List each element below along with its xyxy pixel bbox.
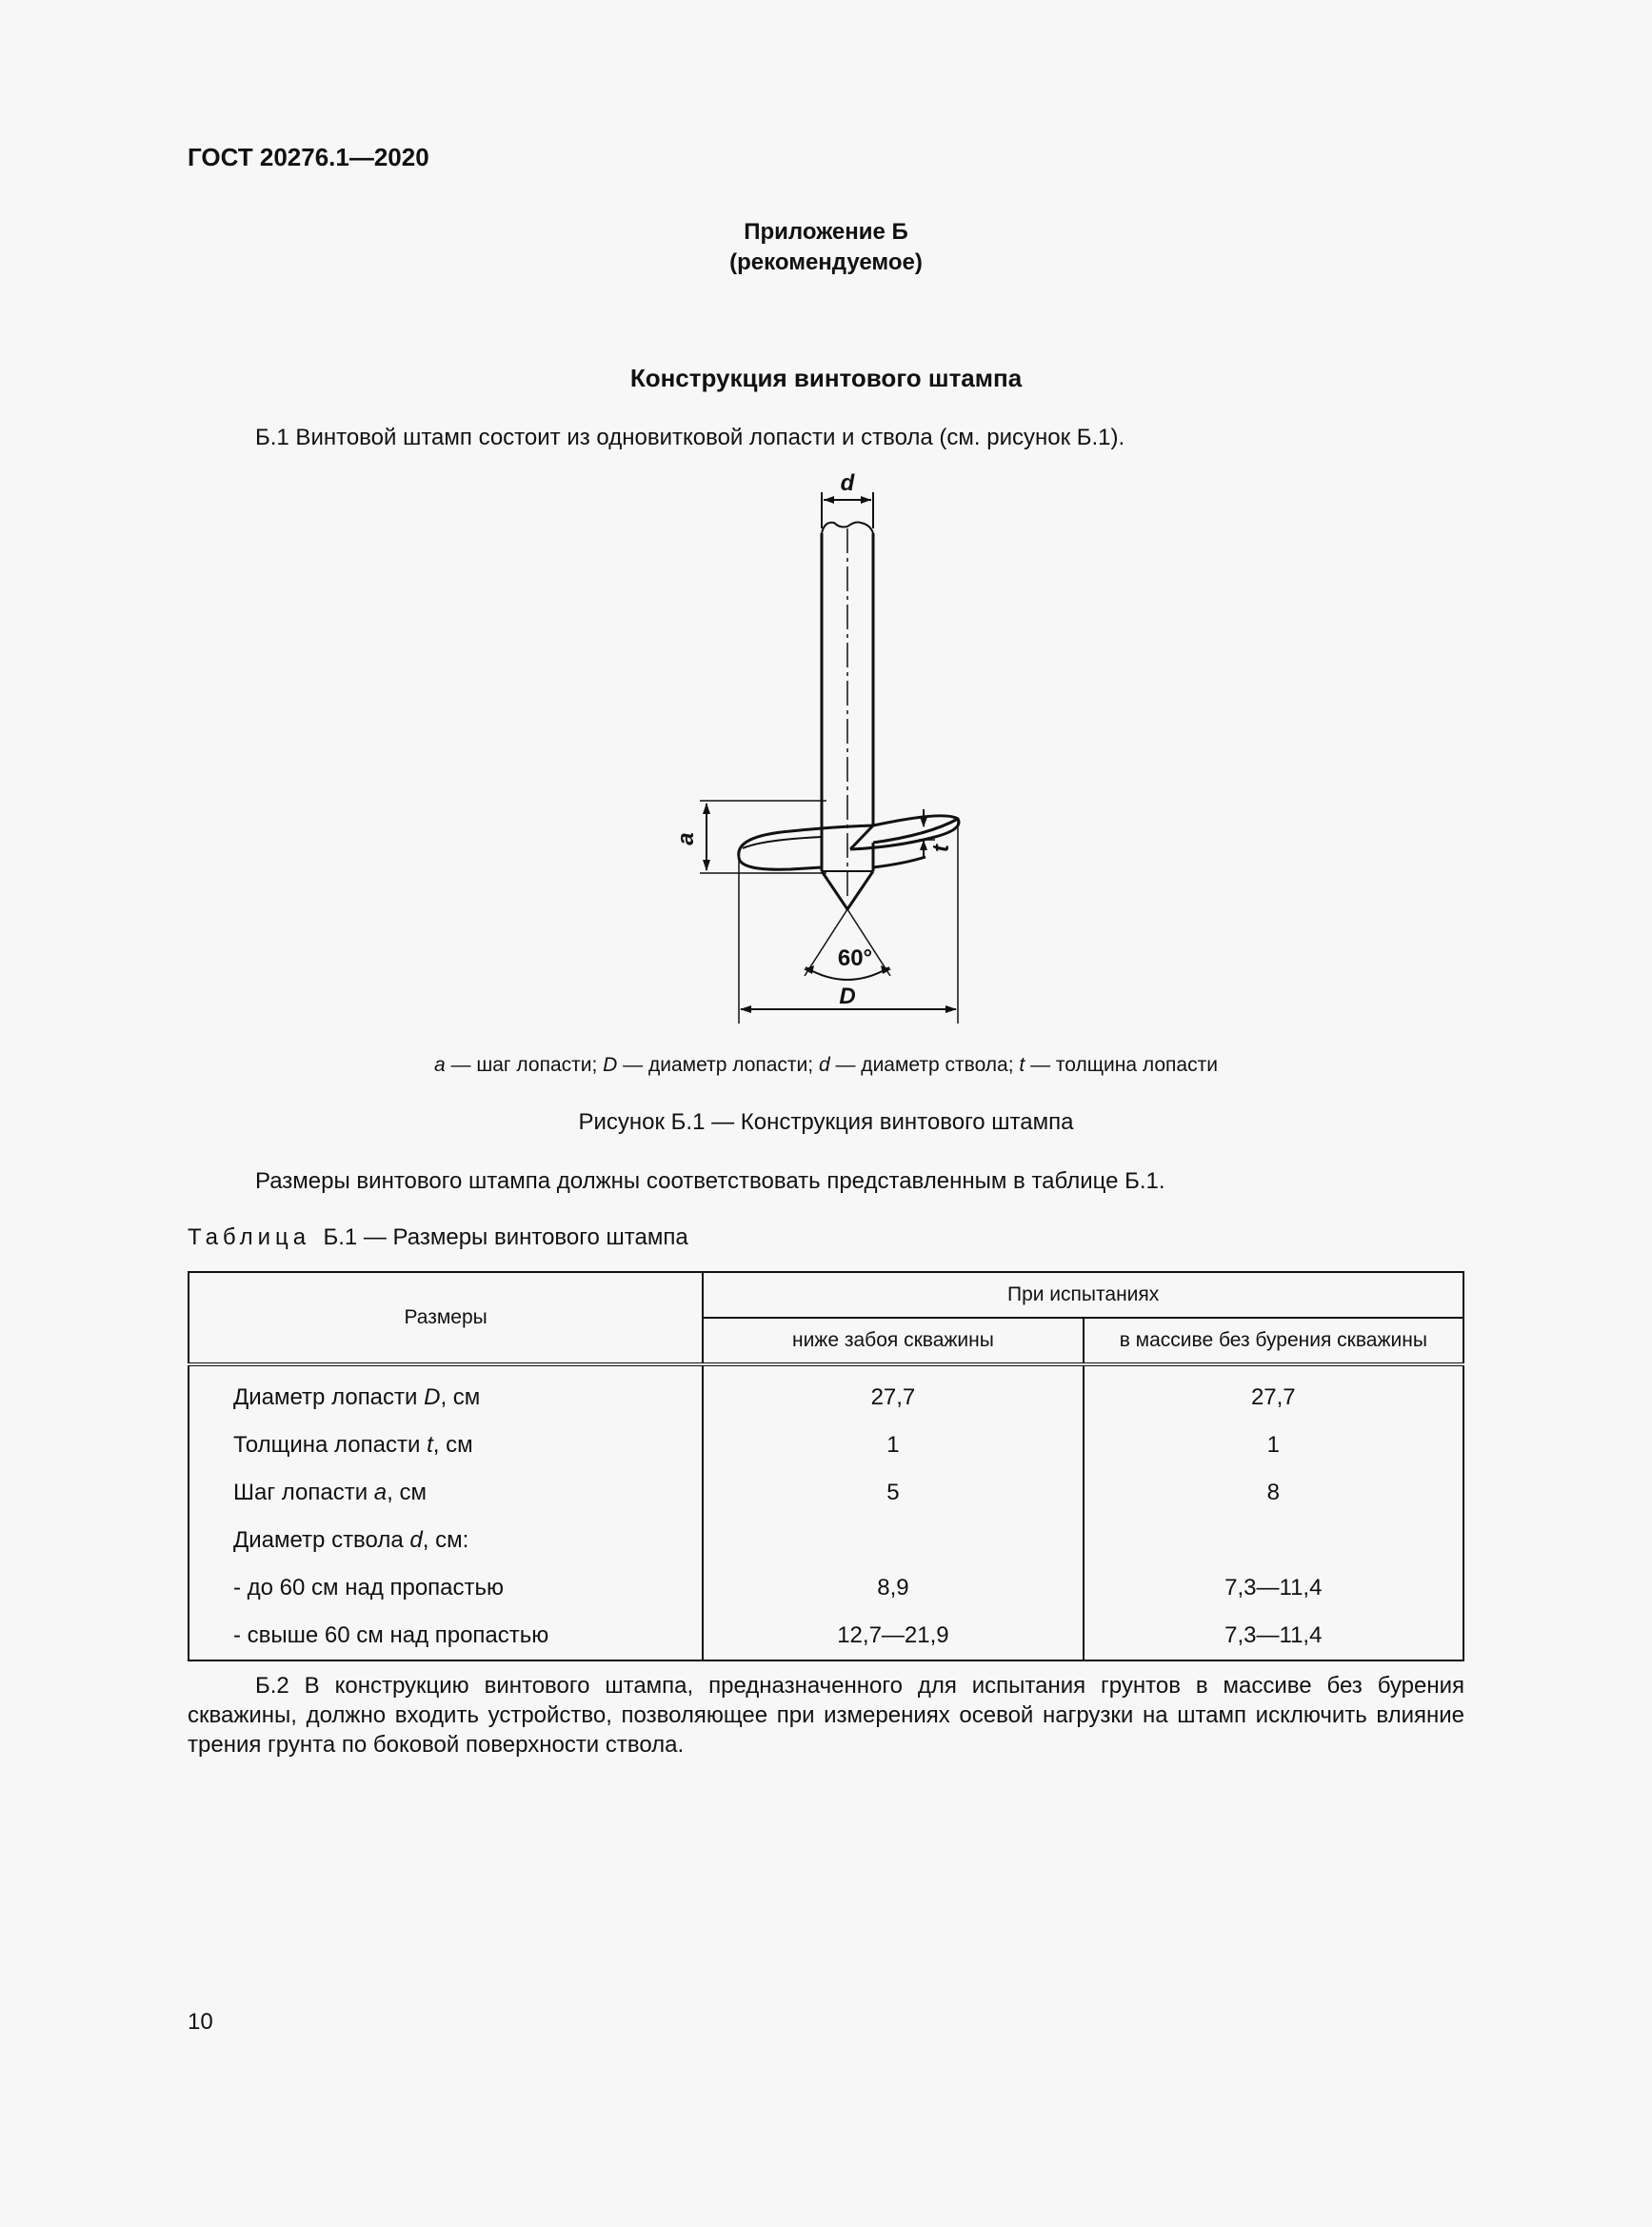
- dimensions-table: [188, 1271, 1464, 1661]
- header-col2: в массиве без бурения скважины: [1084, 1318, 1463, 1364]
- table-row: Диаметр лопасти D, см 27,7 27,7: [189, 1364, 1463, 1422]
- label-D: D: [839, 984, 856, 1009]
- tip-right: [847, 871, 873, 909]
- table-row: Шаг лопасти a, см 5 8: [189, 1469, 1463, 1517]
- document-header: ГОСТ 20276.1—2020: [188, 143, 429, 171]
- table-row: Диаметр ствола d, см:: [189, 1517, 1463, 1564]
- table-row: Толщина лопасти t, см 1 1: [189, 1422, 1463, 1469]
- figure-screw-plate: [673, 470, 990, 1038]
- blade-bottom-edge: [873, 857, 926, 867]
- table-row: - свыше 60 см над пропастью 12,7—21,9 7,3—11,4: [189, 1612, 1463, 1660]
- label-d: d: [840, 470, 855, 496]
- page-number: 10: [188, 2009, 213, 2035]
- figure-caption: Рисунок Б.1 — Конструкция винтового штампа: [578, 1109, 1074, 1135]
- table-row: - до 60 см над пропастью 8,9 7,3—11,4: [189, 1564, 1463, 1612]
- header-dimensions: Размеры: [189, 1272, 703, 1364]
- header-tests: При испытаниях: [703, 1272, 1463, 1318]
- section-title: Конструкция винтового штампа: [629, 364, 1023, 392]
- annex-title: Приложение Б: [744, 219, 908, 245]
- label-t: t: [928, 845, 954, 852]
- annex-status: (рекомендуемое): [729, 249, 923, 275]
- label-a: a: [673, 832, 699, 845]
- figure-legend: a — шаг лопасти; D — диаметр лопасти; d — диаметр ствола; t — толщина лопасти: [434, 1054, 1218, 1076]
- label-angle: 60°: [837, 945, 873, 971]
- screw-plate-drawing: [673, 470, 990, 1033]
- header-col1: ниже забоя скважины: [703, 1318, 1083, 1364]
- paragraph-b1: Б.1 Винтовой штамп состоит из одновитковой лопасти и ствола (см. рисунок Б.1).: [255, 425, 1125, 450]
- table-caption: Таблица Б.1 — Размеры винтового штампа: [188, 1224, 688, 1250]
- paragraph-b2: Б.2 В конструкцию винтового штампа, предназначенного для испытания грунтов в массиве без бурения скважины, должно входить устройство, позволяющее при измерениях осевой нагрузки на штамп исключить влияние трения грунта по боковой поверхности ствола.: [188, 1673, 1464, 1758]
- tip-left: [822, 871, 847, 909]
- blade-top-edge: [739, 825, 873, 857]
- paragraph-sizes-ref: Размеры винтового штампа должны соответствовать представленным в таблице Б.1.: [255, 1168, 1165, 1194]
